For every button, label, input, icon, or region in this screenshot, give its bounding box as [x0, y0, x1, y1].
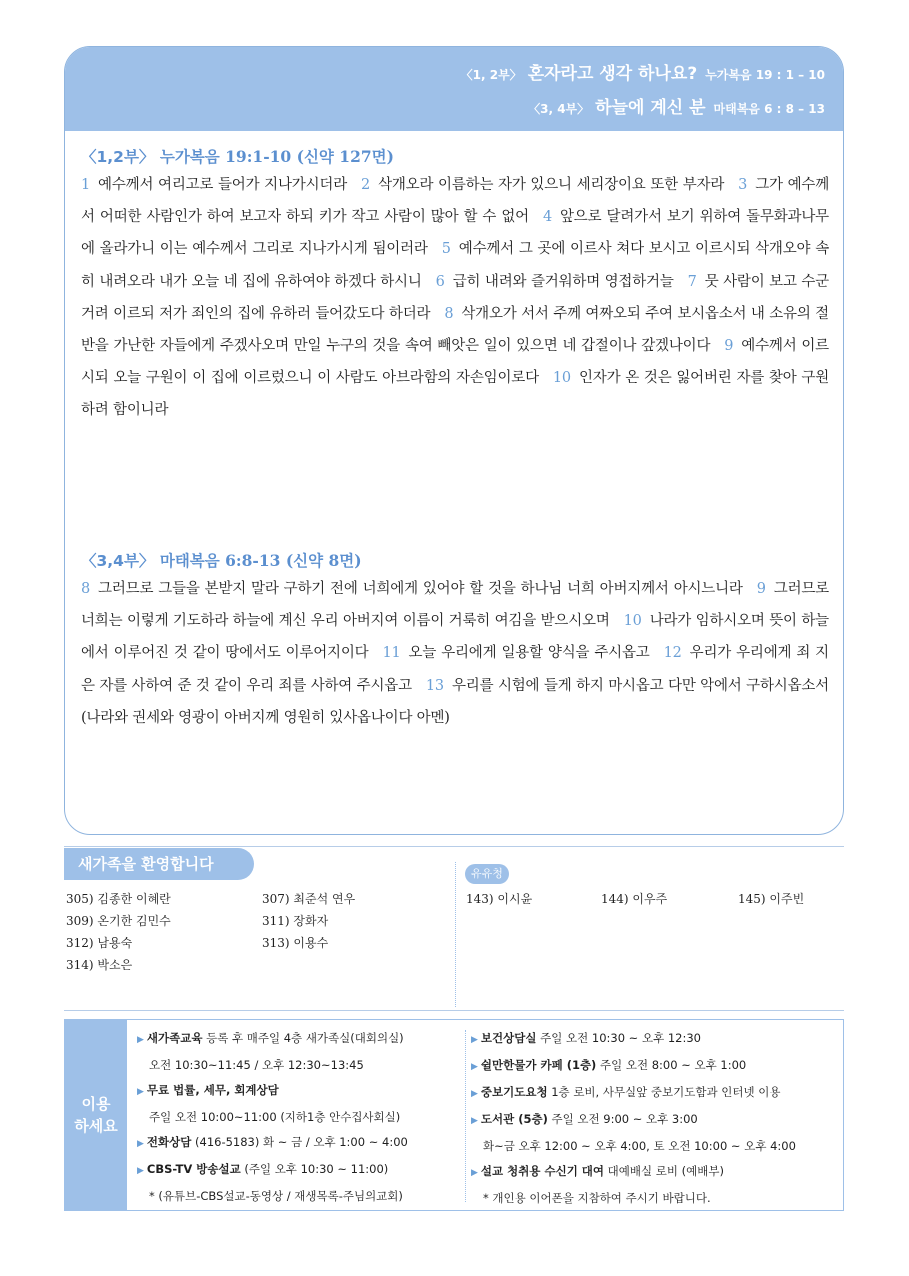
info-item-title: 쉴만한물가 카페 (1층): [480, 1058, 597, 1072]
infant-entry: 143) 이시윤: [466, 892, 533, 906]
passage-heading: [81, 145, 829, 169]
bullet-triangle-icon: ▶: [137, 1035, 144, 1045]
bullet-triangle-icon: ▶: [471, 1062, 478, 1072]
info-item: [471, 1107, 796, 1134]
info-column-divider: [465, 1030, 466, 1202]
bullet-triangle-icon: ▶: [471, 1116, 478, 1126]
verse-number: 9: [724, 338, 734, 355]
newcomer-row: [66, 910, 446, 932]
info-item-detail: (416-5183) 화 ~ 금 / 오후 1:00 ~ 4:00: [191, 1135, 408, 1149]
passage-part: 〈1,2부〉: [81, 148, 155, 166]
verse-number: 5: [441, 241, 451, 258]
verse-number: 9: [756, 581, 766, 597]
info-item-detail: 오전 10:30~11:45 / 오후 12:30~13:45: [149, 1058, 364, 1072]
verse-text: 그러므로 너희는 이렇게 기도하라 하늘에 계신 우리 아버지여 이름이 거룩히 여김을 받으시오며: [81, 581, 829, 630]
verse-text: 앞으로 달려가서 보기 위하여 돌무화과나무에 올라가니 이는 예수께서 그리로 지나가시게 됨이러라: [81, 209, 829, 258]
verse-number: 7: [687, 273, 697, 290]
passage-reference: 누가복음 19:1-10 (신약 127면): [159, 147, 394, 166]
bullet-triangle-icon: ▶: [137, 1166, 144, 1176]
verse-text: 급히 내려와 즐거워하며 영접하거늘: [452, 273, 674, 290]
info-item: [471, 1053, 796, 1080]
verse-number: 10: [552, 370, 571, 387]
sermon-title-line-1: [461, 59, 825, 84]
info-item: [137, 1078, 408, 1105]
info-label-line-2: 하세요: [74, 1117, 118, 1135]
info-item-title: 새가족교육: [146, 1031, 203, 1045]
verse-number: 6: [435, 273, 445, 290]
newcomer-entry: 311) 장화자: [262, 914, 329, 928]
passage-heading: [81, 549, 829, 573]
newcomer-entry: 314) 박소은: [66, 958, 133, 972]
info-item-detail: * (유튜브-CBS설교-동영상 / 재생목록-주님의교회): [149, 1189, 403, 1203]
newcomer-entry: 312) 남용숙: [66, 936, 133, 950]
info-box: [64, 1019, 844, 1211]
verse-number: 2: [361, 177, 371, 193]
passage-text: [81, 169, 829, 427]
newcomer-entry: 313) 이용수: [262, 936, 329, 950]
info-item-detail: 1층 로비, 사무실앞 중보기도함과 인터넷 이용: [547, 1085, 781, 1099]
info-item-detail: * 개인용 이어폰을 지참하여 주시기 바랍니다.: [483, 1191, 711, 1205]
verse-text: 그가 예수께서 어떠한 사람인가 하여 보고자 하되 키가 작고 사람이 많아 할 수 없어: [81, 177, 829, 226]
info-item: [137, 1026, 408, 1053]
info-item: [471, 1159, 796, 1186]
column-divider: [455, 862, 456, 1007]
section-divider: [64, 846, 844, 847]
newcomer-row: [66, 888, 446, 910]
sermon-header: [65, 47, 843, 131]
service-part: 〈1, 2부〉: [460, 68, 522, 82]
bullet-triangle-icon: ▶: [137, 1139, 144, 1149]
bullet-triangle-icon: ▶: [471, 1035, 478, 1045]
verse-text: 나라가 임하시오며 뜻이 하늘에서 이루어진 것 같이 땅에서도 이루어지이다: [81, 613, 829, 662]
verse-number: 13: [425, 677, 444, 694]
verse-text: 그러므로 그들을 본받지 말라 구하기 전에 너희에게 있어야 할 것을 하나님 너희 아버지께서 아시느니라: [98, 581, 743, 597]
verse-text: 우리가 우리에게 죄 지은 자를 사하여 준 것 같이 우리 죄를 사하여 주시옵고: [81, 645, 829, 694]
info-item-detail: 주일 오전 10:00~11:00 (지하1층 안수집사회실): [149, 1110, 401, 1124]
verse-number: 10: [623, 613, 642, 630]
passage-part: 〈3,4부〉: [81, 552, 155, 570]
info-item-title: 보건상담실: [480, 1031, 537, 1045]
info-item-title: 전화상담: [146, 1135, 192, 1149]
info-label-line-1: 이용: [81, 1095, 111, 1113]
sermon-reference: 마태복음 6 : 8 – 13: [713, 102, 825, 116]
info-item: [471, 1080, 796, 1107]
info-item: [137, 1157, 408, 1184]
section-divider: [64, 1010, 844, 1011]
verse-text: 예수께서 이르시되 오늘 구원이 이 집에 이르렀으니 이 사람도 아브라함의 자손임이로다: [81, 338, 829, 387]
info-item-title: 중보기도요청: [480, 1085, 548, 1099]
newcomer-row: [66, 932, 446, 954]
verse-text: 삭개오가 서서 주께 여짜오되 주여 보시옵소서 내 소유의 절반을 가난한 자들에게 주겠사오며 만일 누구의 것을 속여 빼앗은 일이 있으면 네 갑절이나 갚겠나이다: [81, 305, 829, 355]
passage-reference: 마태복음 6:8-13 (신약 8면): [159, 551, 362, 570]
sermon-reference: 누가복음 19 : 1 – 10: [705, 68, 825, 82]
info-item-detail: 주일 오전 8:00 ~ 오후 1:00: [596, 1058, 747, 1072]
info-item: [471, 1026, 796, 1053]
info-item: [471, 1186, 796, 1211]
info-item-detail: 주일 오전 9:00 ~ 오후 3:00: [547, 1112, 698, 1126]
infant-entry: 144) 이우주: [601, 892, 668, 906]
verse-text: 인자가 온 것은 잃어버린 자를 찾아 구원하려 함이니라: [81, 370, 830, 419]
info-item-detail: 등록 후 매주일 4층 새가족실(대회의실): [202, 1031, 404, 1045]
info-column-left: [137, 1026, 408, 1209]
info-item: [137, 1130, 408, 1157]
info-item: [137, 1184, 408, 1209]
verse-number: 11: [382, 645, 401, 662]
verse-number: 3: [738, 177, 748, 193]
info-item-detail: (주일 오후 10:30 ~ 11:00): [240, 1162, 389, 1176]
bullet-triangle-icon: ▶: [137, 1087, 144, 1097]
verse-text: 뭇 사람이 보고 수군거려 이르되 저가 죄인의 집에 유하러 들어갔도다 하더라: [81, 273, 829, 322]
newcomer-entry: 307) 최준석 연우: [262, 892, 356, 906]
scripture-card: [64, 46, 844, 835]
passage-luke: [81, 145, 829, 427]
verse-number: 4: [542, 209, 552, 226]
newcomer-entry: 305) 김종한 이혜란: [66, 892, 171, 906]
verse-text: 예수께서 여리고로 들어가 지나가시더라: [98, 177, 348, 193]
infant-badge: 유유청: [465, 864, 509, 884]
bullet-triangle-icon: ▶: [471, 1089, 478, 1099]
info-item-title: CBS-TV 방송설교: [146, 1162, 241, 1176]
info-column-right: [471, 1026, 796, 1211]
passage-matthew: [81, 549, 829, 734]
sermon-title: 하늘에 계신 분: [595, 98, 706, 118]
info-item: [137, 1053, 408, 1078]
verse-number: 12: [663, 645, 682, 662]
newcomers-list: [66, 888, 446, 976]
newcomers-title: 새가족을 환영합니다: [64, 848, 254, 880]
verse-number: 1: [81, 177, 91, 193]
verse-number: 8: [81, 581, 91, 597]
info-item-title: 무료 법률, 세무, 회계상담: [146, 1083, 279, 1097]
info-item-detail: 대예배실 로비 (예배부): [604, 1164, 724, 1178]
info-item: [471, 1134, 796, 1159]
info-item-title: 설교 청취용 수신기 대여: [480, 1164, 605, 1178]
info-item-detail: 주일 오전 10:30 ~ 오후 12:30: [536, 1031, 701, 1045]
sermon-title-line-2: [528, 93, 825, 118]
info-item-title: 도서관 (5층): [480, 1112, 548, 1126]
verse-text: 삭개오라 이름하는 자가 있으니 세리장이요 또한 부자라: [378, 177, 725, 193]
info-label: [65, 1020, 127, 1210]
verse-text: 우리를 시험에 들게 하지 마시옵고 다만 악에서 구하시옵소서 (나라와 권세와 영광이 아버지께 영원히 있사옵나이다 아멘): [81, 677, 829, 726]
verse-number: 8: [444, 305, 454, 322]
service-part: 〈3, 4부〉: [528, 102, 590, 116]
newcomer-entry: 309) 온기한 김민수: [66, 914, 171, 928]
newcomer-row: [66, 954, 446, 976]
passage-text: [81, 573, 829, 734]
verse-text: 예수께서 그 곳에 이르사 쳐다 보시고 이르시되 삭개오야 속히 내려오라 내가 오늘 네 집에 유하여야 하겠다 하시니: [81, 241, 830, 290]
infant-entry: 145) 이주빈: [738, 892, 805, 906]
info-item: [137, 1105, 408, 1130]
info-item-detail: 화~금 오후 12:00 ~ 오후 4:00, 토 오전 10:00 ~ 오후 4:00: [483, 1139, 796, 1153]
bullet-triangle-icon: ▶: [471, 1168, 478, 1178]
sermon-title: 혼자라고 생각 하나요?: [527, 64, 698, 84]
verse-text: 오늘 우리에게 일용할 양식을 주시옵고: [408, 645, 650, 662]
